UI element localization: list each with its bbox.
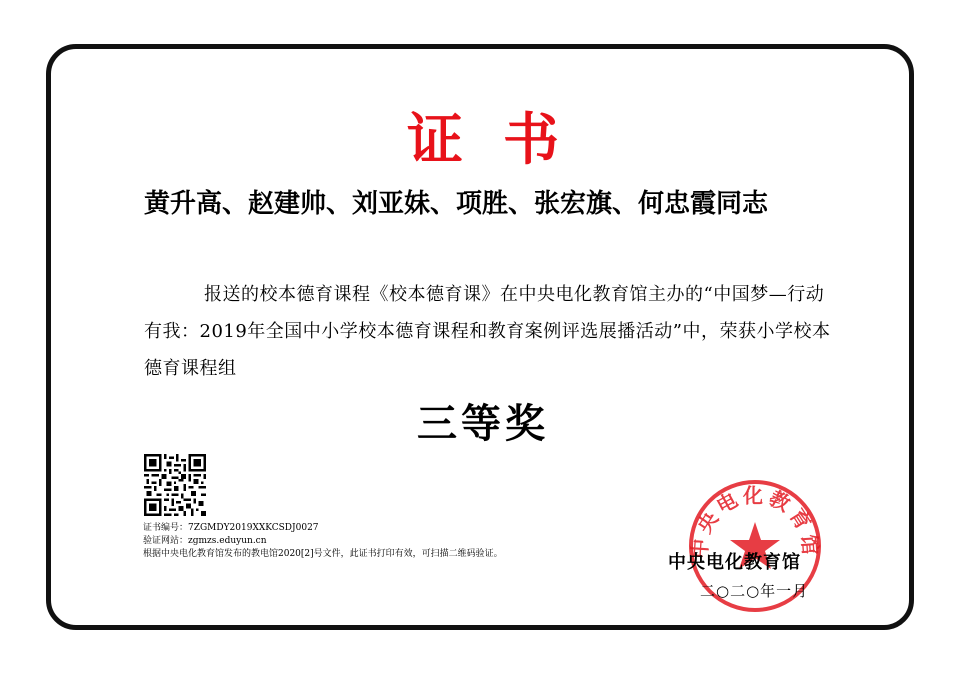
verify-website: 验证网站：zgmzs.eduyun.cn	[143, 536, 267, 546]
recipients-names: 黄升高、赵建帅、刘亚妹、项胜、张宏旗、何忠霞同志	[144, 189, 769, 219]
certificate-number: 证书编号：7ZGMDY2019XXKCSDJ0027	[143, 523, 319, 533]
award-level: 三等奖	[417, 400, 549, 447]
issuer-name: 中央电化教育馆	[668, 552, 801, 573]
certificate-title: 证书	[407, 107, 599, 173]
validity-note: 根据中央电化教育馆发布的教电馆2020[2]号文件，此证书打印有效，可扫描二维码验证。	[143, 549, 503, 559]
issue-date: 二○二○年一月	[700, 582, 809, 600]
award-description: 报送的校本德育课程《校本德育课》在中央电化教育馆主办的“中国梦—行动有我：2019年全国中小学校本德育课程和教育案例评选展播活动”中，荣获小学校本德育课程组	[144, 284, 831, 379]
qr-code-icon	[144, 454, 206, 516]
seal-text: 中央电化教育馆	[687, 483, 823, 560]
certificate-meta	[143, 522, 503, 561]
